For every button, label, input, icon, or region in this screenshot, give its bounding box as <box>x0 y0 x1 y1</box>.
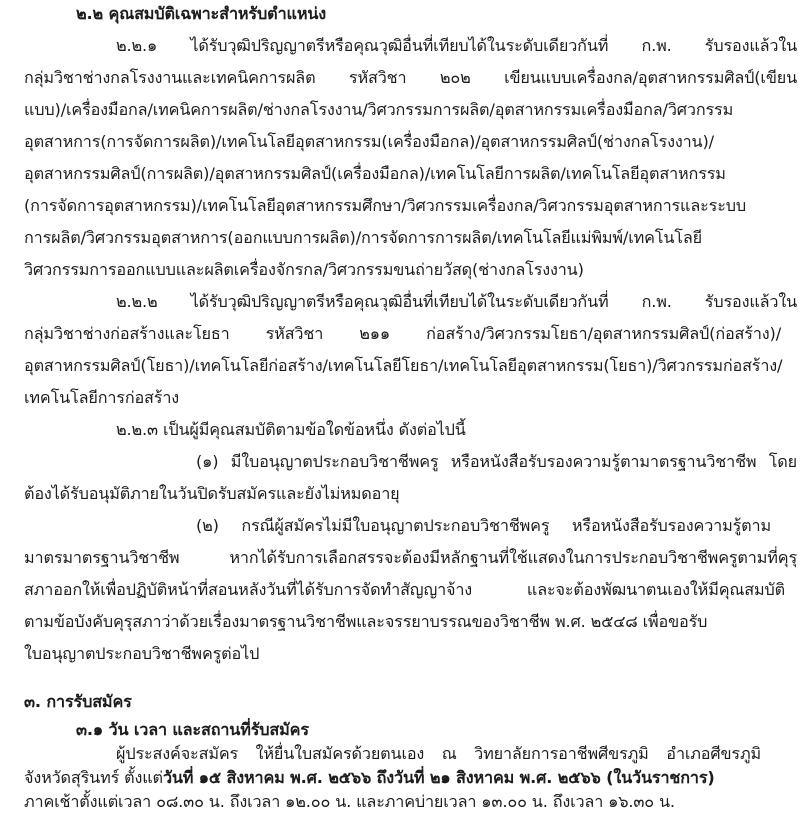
paragraph-line: ใบอนุญาตประกอบวิชาชีพครูต่อไป <box>24 644 260 663</box>
paragraph-line: เทคโนโลยีการก่อสร้าง <box>24 388 180 407</box>
paragraph-line <box>24 766 811 790</box>
paragraph-line: ผู้ประสงค์จะสมัคร ให้ยื่นใบสมัครด้วยตนเอง ณ วิทยาลัยการอาชีพศีขรภูมิ อำเภอศีขรภูมิ <box>116 744 761 763</box>
paragraph-line: ตามข้อบังคับคุรุสภาว่าด้วยเรื่องมาตรฐานวิชาชีพและจรรยาบรรณของวิชาชีพ พ.ศ. ๒๕๔๘ เพื่อขอรับ <box>24 612 708 631</box>
paragraph-line: (๑) มีใบอนุญาตประกอบวิชาชีพครู หรือหนังสือรับรองความรู้ตามาตรฐานวิชาชีพ โดย <box>196 452 797 471</box>
date-range-bold: วันที่ ๑๕ สิงหาคม พ.ศ. ๒๕๖๖ ถึงวันที่ ๒๑ สิงหาคม พ.ศ. ๒๕๖๖ (ในวันราชการ) <box>162 768 715 787</box>
paragraph-line: (การจัดการอุตสาหกรรม)/เทคโนโลยีอุตสาหกรรมศึกษา/วิศวกรรมเครื่องกล/วิศวกรรมอุตสาหการและระบบ <box>24 196 746 215</box>
paragraph-line: ภาคเช้าตั้งแต่เวลา ๐๘.๓๐ น. ถึงเวลา ๑๒.๐๐ น. และภาคบ่ายเวลา ๑๓.๐๐ น. ถึงเวลา ๑๖.๓๐ น. <box>24 792 675 811</box>
paragraph-line: ๒.๒.๓ เป็นผู้มีคุณสมบัติตามข้อใดข้อหนึ่ง ดังต่อไปนี้ <box>116 420 466 439</box>
paragraph-line-start: จังหวัดสุรินทร์ ตั้งแต่ <box>24 768 163 787</box>
paragraph-line: กลุ่มวิชาช่างกลโรงงานและเทคนิคการผลิต รหัสวิชา ๒๐๒ เขียนแบบเครื่องกล/อุตสาหกรรมศิลป์(เขียน <box>24 68 797 87</box>
paragraph-line: ๒.๒.๒ ได้รับวุฒิปริญญาตรีหรือคุณวุฒิอื่นที่เทียบได้ในระดับเดียวกันที่ ก.พ. รับรองแล้วใน <box>116 292 797 311</box>
paragraph-line: มาตรมาตรฐานวิชาชีพ หากได้รับการเลือกสรรจะต้องมีหลักฐานที่ใช้แสดงในการประกอบวิชาชีพครูตามที่คุรุ <box>24 548 797 567</box>
paragraph-line: แบบ)/เครื่องมือกล/เทคนิคการผลิต/ช่างกลโรงงาน/วิศวกรรมการผลิต/อุตสาหกรรมเครื่องมือกล/วิศวกรรม <box>24 100 734 119</box>
paragraph-line: วิศวกรรมการออกแบบและผลิตเครื่องจักรกล/วิศวกรรมขนถ่ายวัสดุ(ช่างกลโรงงาน) <box>24 260 584 279</box>
paragraph-line: อุตสาหกรรมศิลป์(โยธา)/เทคโนโลยีก่อสร้าง/เทคโนโลยีโยธา/เทคโนโลยีอุตสาหกรรม(โยธา)/วิศวกรรมก่อสร้าง/ <box>24 356 783 375</box>
paragraph-line: อุตสาหกรรมศิลป์(การผลิต)/อุตสาหกรรมศิลป์(เครื่องมือกล)/เทคโนโลยีการผลิต/เทคโนโลยีอุตสาหกรรม <box>24 164 726 183</box>
paragraph-line: การผลิต/วิศวกรรมอุตสาหการ(ออกแบบการผลิต)/การจัดการการผลิต/เทคโนโลยีแม่พิมพ์/เทคโนโลยี <box>24 228 702 247</box>
paragraph-line: อุตสาหการ(การจัดการผลิต)/เทคโนโลยีอุตสาหกรรม(เครื่องมือกล)/อุตสาหกรรมศิลป์(ช่างกลโรงงาน)/ <box>24 132 714 151</box>
section-heading-3-1: ๓.๑ วัน เวลา และสถานที่รับสมัคร <box>76 720 309 739</box>
paragraph-line: กลุ่มวิชาช่างก่อสร้างและโยธา รหัสวิชา ๒๑๑ ก่อสร้าง/วิศวกรรมโยธา/อุตสาหกรรมศิลป์(ก่อสร้าง)/ <box>24 324 781 343</box>
section-heading-3: ๓. การรับสมัคร <box>24 692 132 711</box>
paragraph-line: ต้องได้รับอนุมัติภายในวันปิดรับสมัครและยังไม่หมดอายุ <box>24 484 400 503</box>
section-heading-2-2: ๒.๒ คุณสมบัติเฉพาะสำหรับตำแหน่ง <box>76 4 327 23</box>
paragraph-line: (๒) กรณีผู้สมัครไม่มีใบอนุญาตประกอบวิชาชีพครู หรือหนังสือรับรองความรู้ตาม <box>196 516 771 535</box>
paragraph-line: สภาออกให้เพื่อปฏิบัติหน้าที่สอนหลังวันที่ได้รับการจัดทำสัญญาจ้าง และจะต้องพัฒนาตนเองให้มีคุณสมบัติ <box>24 580 785 599</box>
paragraph-line: ๒.๒.๑ ได้รับวุฒิปริญญาตรีหรือคุณวุฒิอื่นที่เทียบได้ในระดับเดียวกันที่ ก.พ. รับรองแล้วใน <box>116 36 797 55</box>
